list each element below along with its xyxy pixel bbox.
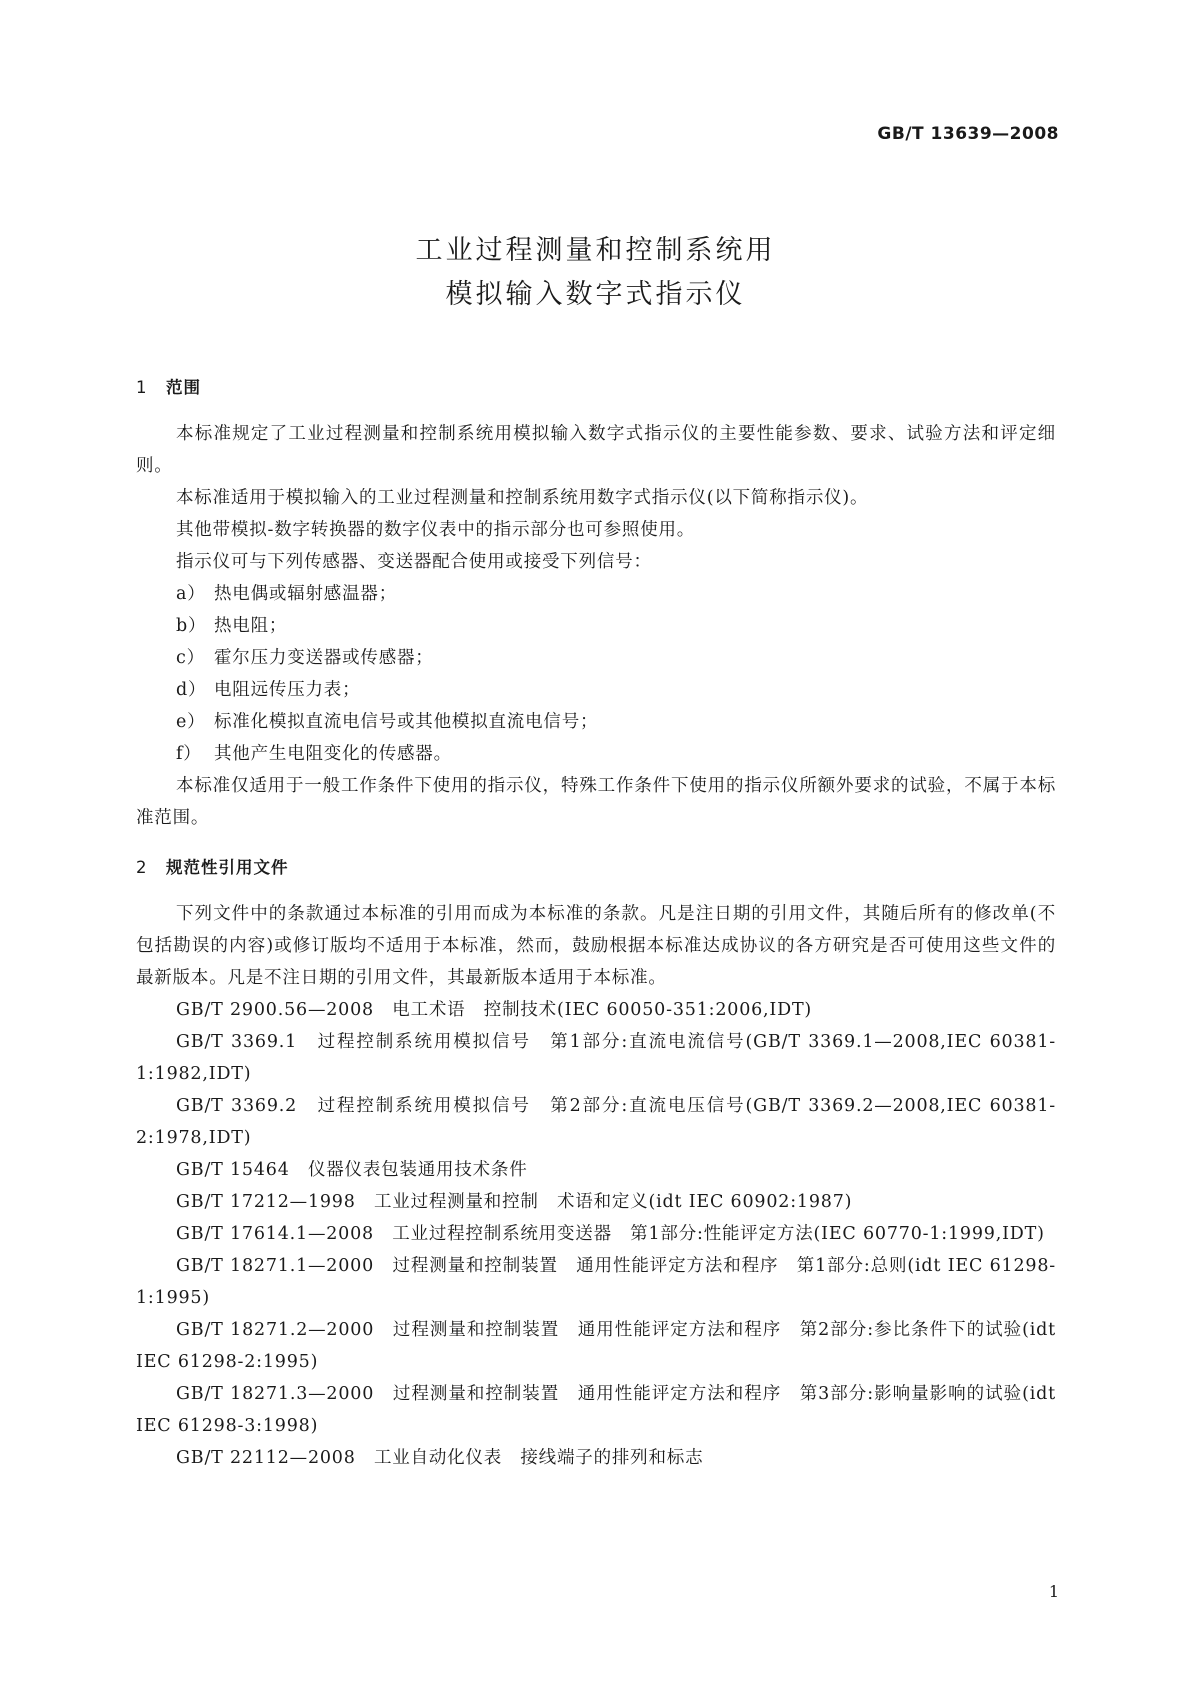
section-title: 规范性引用文件 [166, 858, 289, 877]
reference-entry: GB/T 2900.56—2008 电工术语 控制技术(IEC 60050-351:2006,IDT) [176, 1000, 813, 1020]
reference-entry: GB/T 18271.3—2000 过程测量和控制装置 通用性能评定方法和程序 第3部分:影响量影响的试验(idt IEC 61298-3:1998) [136, 1384, 1056, 1436]
list-marker: e） [176, 712, 206, 732]
section-2-heading [136, 852, 1056, 884]
list-item-text: 电阻远传压力表； [214, 680, 361, 700]
title-line-1: 工业过程测量和控制系统用 [415, 235, 776, 266]
list-item-text: 标准化模拟直流电信号或其他模拟直流电信号； [214, 712, 599, 732]
reference-entry: GB/T 15464 仪器仪表包装通用技术条件 [176, 1160, 528, 1180]
reference-entry: GB/T 18271.2—2000 过程测量和控制装置 通用性能评定方法和程序 第2部分:参比条件下的试验(idt IEC 61298-2:1995) [136, 1320, 1056, 1372]
list-item [136, 738, 1056, 770]
standard-code: GB/T 13639—2008 [877, 124, 1059, 144]
page-number: 1 [1048, 1582, 1059, 1601]
reference-entry: GB/T 3369.1 过程控制系统用模拟信号 第1部分:直流电流信号(GB/T 3369.1—2008,IEC 60381-1:1982,IDT) [136, 1032, 1056, 1084]
list-item [136, 610, 1056, 642]
list-marker: f） [176, 744, 202, 764]
list-item-text: 热电阻； [214, 616, 288, 636]
list-marker: a） [176, 584, 206, 604]
paragraph: 本标准规定了工业过程测量和控制系统用模拟输入数字式指示仪的主要性能参数、要求、试验方法和评定细则。 [136, 424, 1056, 476]
list-marker: c） [176, 648, 205, 668]
list-marker: b） [176, 616, 207, 636]
title-line-2: 模拟输入数字式指示仪 [445, 279, 746, 310]
paragraph: 本标准适用于模拟输入的工业过程测量和控制系统用数字式指示仪(以下简称指示仪)。 [176, 488, 869, 508]
section-number: 2 [136, 858, 148, 877]
section-1-heading [136, 372, 1056, 404]
list-item [136, 578, 1056, 610]
list-item-text: 热电偶或辐射感温器； [214, 584, 397, 604]
reference-entry: GB/T 17614.1—2008 工业过程控制系统用变送器 第1部分:性能评定方法(IEC 60770-1:1999,IDT) [176, 1224, 1045, 1244]
list-marker: d） [176, 680, 207, 700]
list-item [136, 674, 1056, 706]
reference-entry: GB/T 3369.2 过程控制系统用模拟信号 第2部分:直流电压信号(GB/T 3369.2—2008,IEC 60381-2:1978,IDT) [136, 1096, 1056, 1148]
list-item-text: 其他产生电阻变化的传感器。 [214, 744, 452, 764]
reference-entry: GB/T 22112—2008 工业自动化仪表 接线端子的排列和标志 [176, 1448, 704, 1468]
reference-entry: GB/T 18271.1—2000 过程测量和控制装置 通用性能评定方法和程序 第1部分:总则(idt IEC 61298-1:1995) [136, 1256, 1056, 1308]
section-title: 范围 [166, 378, 201, 397]
paragraph: 指示仪可与下列传感器、变送器配合使用或接受下列信号： [176, 552, 652, 572]
list-item-text: 霍尔压力变送器或传感器； [214, 648, 434, 668]
list-item [136, 706, 1056, 738]
section-number: 1 [136, 378, 148, 397]
paragraph: 本标准仅适用于一般工作条件下使用的指示仪，特殊工作条件下使用的指示仪所额外要求的试验，不属于本标准范围。 [136, 776, 1056, 828]
paragraph: 下列文件中的条款通过本标准的引用而成为本标准的条款。凡是注日期的引用文件，其随后所有的修改单(不包括勘误的内容)或修订版均不适用于本标准，然而，鼓励根据本标准达成协议的各方研究是否可使用这些文件的最新版本。凡是不注日期的引用文件，其最新版本适用于本标准。 [136, 904, 1056, 988]
reference-entry: GB/T 17212—1998 工业过程测量和控制 术语和定义(idt IEC 60902:1987) [176, 1192, 853, 1212]
list-item [136, 642, 1056, 674]
paragraph: 其他带模拟-数字转换器的数字仪表中的指示部分也可参照使用。 [176, 520, 696, 540]
body-content [136, 372, 1056, 1474]
